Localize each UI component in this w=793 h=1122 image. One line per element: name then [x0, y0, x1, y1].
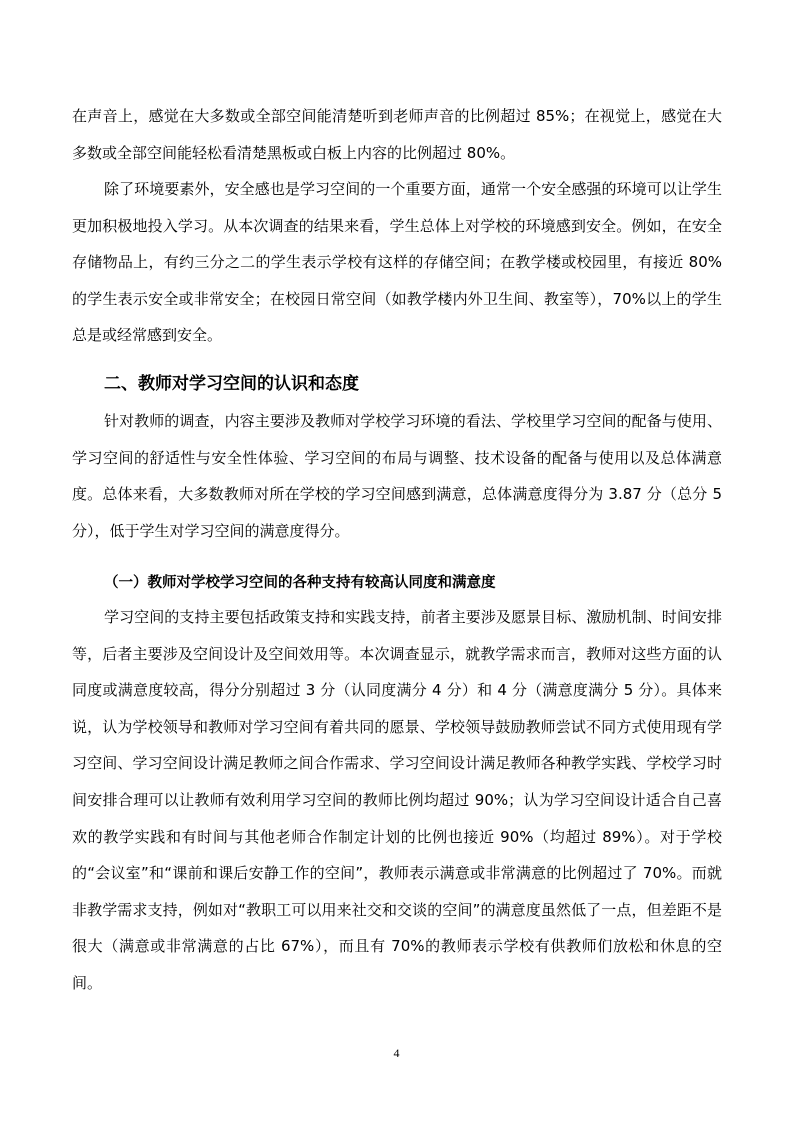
page-number: 4 — [393, 1046, 400, 1060]
paragraph-sound-vision: 在声音上，感觉在大多数或全部空间能清楚听到老师声音的比例超过 85%；在视觉上，感觉在大多数或全部空间能轻松看清楚黑板或白板上内容的比例超过 80%。 — [72, 107, 722, 162]
paragraph-safety: 除了环境要素外，安全感也是学习空间的一个重要方面，通常一个安全感强的环境可以让学生更加积极地投入学习。从本次调查的结果来看，学生总体上对学校的环境感到安全。例如，在安全存储物品上，有约三分之二的学生表示学校有这样的存储空间；在教学楼或校园里，有接近 80%的学生表示安全或非常安全；在校园日常空间（如教学楼内外卫生间、教室等），70%以上的学生总是或经常感到安全。 — [72, 180, 722, 345]
section-heading: 二、教师对学习空间的认识和态度 — [104, 374, 359, 394]
paragraph-space-support: 学习空间的支持主要包括政策支持和实践支持，前者主要涉及愿景目标、激励机制、时间安排等，后者主要涉及空间设计及空间效用等。本次调查显示，就教学需求而言，教师对这些方面的认同度或满意度较高，得分分别超过 3 分（认同度满分 4 分）和 4 分（满意度满分 5 分）。具体来说，认为学校领导和教师对学习空间有着共同的愿景、学校领导鼓励教师尝试不同方式使用现有学习空间、学习空间设计满足教师之间合作需求、学习空间设计满足教师各种教学实践、学校学习时间安排合理可以让教师有效利用学习空间的教师比例均超过 90%；认为学习空间设计适合自己喜欢的教学实践和有时间与其他老师合作制定计划的比例也接近 90%（均超过 89%）。对于学校的“会议室”和“课前和课后安静工作的空间”，教师表示满意或非常满意的比例超过了 70%。而就非教学需求支持，例如对“教职工可以用来社交和交谈的空间”的满意度虽然低了一点，但差距不是很大（满意或非常满意的占比 67%），而且有 70%的教师表示学校有供教师们放松和休息的空间。 — [72, 608, 722, 992]
subsection-heading: （一）教师对学校学习空间的各种支持有较高认同度和满意度 — [104, 575, 496, 591]
paragraph-teacher-survey: 针对教师的调查，内容主要涉及教师对学校学习环境的看法、学校里学习空间的配备与使用、学习空间的舒适性与安全性体验、学习空间的布局与调整、技术设备的配备与使用以及总体满意度。总体来看，大多数教师对所在学校的学习空间感到满意，总体满意度得分为 3.87 分（总分 5 分），低于学生对学习空间的满意度得分。 — [72, 412, 722, 540]
